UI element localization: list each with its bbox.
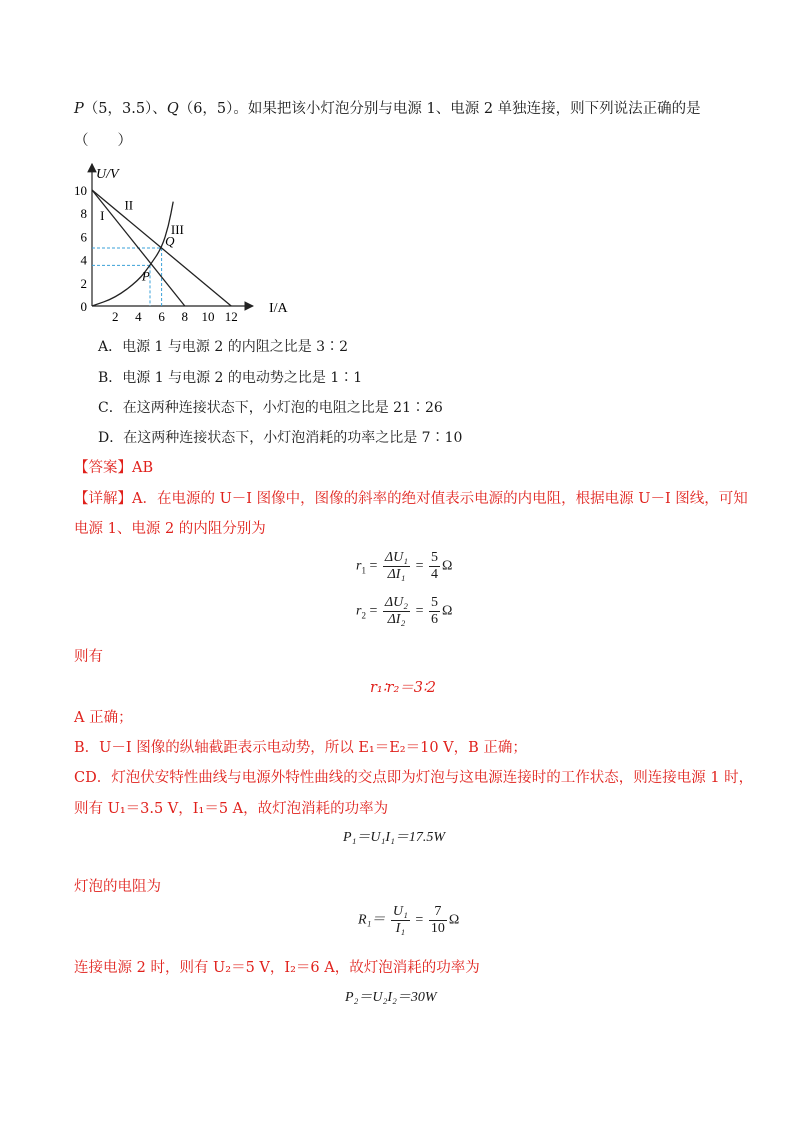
formula-p1: P₁＝U₁I₁＝17.5W bbox=[343, 830, 446, 845]
r2-den: ΔI₂ bbox=[387, 612, 406, 627]
point-q-label: Q bbox=[166, 101, 179, 117]
question-line-1 bbox=[74, 99, 701, 119]
answer bbox=[74, 458, 153, 478]
formula-r2: $r_2$ = $\frac{\text{ΔU₂}}{\text{ΔI₂}}$ = $\frac{5}{6}$ Ω bbox=[356, 595, 453, 627]
detail-label: 【详解】 bbox=[74, 491, 132, 507]
detail-bulb-r: 灯泡的电阻为 bbox=[74, 879, 161, 895]
answer-value: AB bbox=[132, 460, 154, 476]
point-p-label: P bbox=[74, 101, 84, 117]
detail-cd-line-1: CD．灯泡伏安特性曲线与电源外特性曲线的交点即为灯泡与这电源连接时的工作状态，则连接电源 1 时， bbox=[74, 770, 754, 786]
detail-a-text: A．在电源的 U－I 图像中，图像的斜率的绝对值表示电源的内电阻，根据电源 U－I 图线，可知 bbox=[132, 491, 748, 507]
R1-lhs: R₁＝ bbox=[358, 912, 386, 928]
answer-label: 【答案】 bbox=[74, 460, 132, 476]
option-c: C．在这两种连接状态下，小灯泡的电阻之比是 21∶26 bbox=[98, 400, 443, 416]
ohm-3: Ω bbox=[448, 912, 460, 928]
point-label-p: P bbox=[141, 268, 150, 284]
x-axis-label: I/A bbox=[269, 301, 288, 316]
r1-res-den: 4 bbox=[430, 567, 438, 582]
x-tick-label: 4 bbox=[135, 309, 142, 324]
R1-num: U₁ bbox=[392, 904, 408, 919]
R1-den: I₁ bbox=[395, 921, 406, 936]
y-tick-label: 8 bbox=[80, 206, 87, 222]
y-tick-label: 4 bbox=[80, 252, 87, 268]
r2-res-num: 5 bbox=[430, 595, 438, 610]
series-label-iii: III bbox=[170, 222, 184, 238]
detail-cd-line-3: 连接电源 2 时，则有 U₂＝5 V，I₂＝6 A，故灯泡消耗的功率为 bbox=[74, 960, 480, 976]
x-tick-label: 12 bbox=[224, 309, 238, 324]
r1-sub: 1 bbox=[361, 565, 366, 576]
option-d: D．在这两种连接状态下，小灯泡消耗的功率之比是 7∶10 bbox=[98, 430, 463, 446]
u-i-graph bbox=[70, 160, 310, 325]
detail-then: 则有 bbox=[74, 649, 103, 665]
formula-p2: P₂＝U₂I₂＝30W bbox=[345, 990, 437, 1005]
question-paren: （ ） bbox=[74, 133, 132, 149]
y-tick-label: 6 bbox=[80, 229, 87, 245]
point-label-q: Q bbox=[165, 233, 175, 249]
detail-a-line-1 bbox=[74, 489, 748, 509]
x-tick-label: 6 bbox=[158, 309, 165, 324]
detail-cd-line-2: 则有 U₁＝3.5 V，I₁＝5 A，故灯泡消耗的功率为 bbox=[74, 801, 389, 817]
R1-res-den: 10 bbox=[430, 921, 445, 936]
r1-den: ΔI₁ bbox=[387, 567, 406, 582]
x-tick-label: 10 bbox=[201, 309, 215, 324]
ratio-r: r₁∶r₂＝3∶2 bbox=[370, 680, 436, 696]
r2-num: ΔU₂ bbox=[384, 595, 409, 610]
r2-res-den: 6 bbox=[430, 612, 438, 627]
series-label-i: I bbox=[100, 208, 105, 224]
option-b: B．电源 1 与电源 2 的电动势之比是 1∶1 bbox=[98, 370, 363, 386]
x-tick-label: 2 bbox=[111, 309, 119, 324]
r2-sub: 2 bbox=[361, 610, 366, 621]
r2-symbol: r bbox=[356, 603, 362, 619]
point-p-coords: （5，3.5）、 bbox=[83, 101, 167, 117]
y-tick-label: 2 bbox=[80, 275, 87, 291]
ohm-1: Ω bbox=[441, 558, 453, 574]
y-tick-label: 0 bbox=[80, 299, 87, 314]
formula-R1: R₁＝ $\frac{\text{U₁}}{\text{I₁}}$ = $\frac{7}{10}$ Ω bbox=[358, 904, 460, 936]
r1-symbol: r bbox=[356, 558, 362, 574]
y-axis-label: U/V bbox=[96, 167, 119, 182]
formula-r1: $r_1$ = $\frac{\text{ΔU₁}}{\text{ΔI₁}}$ = $\frac{5}{4}$ Ω bbox=[356, 550, 453, 582]
option-a: A．电源 1 与电源 2 的内阻之比是 3∶2 bbox=[98, 339, 348, 355]
ohm-2: Ω bbox=[441, 603, 453, 619]
r1-res-num: 5 bbox=[430, 550, 438, 565]
detail-b: B．U－I 图像的纵轴截距表示电动势，所以 E₁＝E₂＝10 V，B 正确； bbox=[74, 740, 527, 756]
question-text: （6，5）。如果把该小灯泡分别与电源 1、电源 2 单独连接，则下列说法正确的是 bbox=[178, 101, 701, 117]
x-tick-label: 8 bbox=[181, 309, 189, 324]
detail-a-correct: A 正确； bbox=[74, 710, 133, 726]
R1-res-num: 7 bbox=[429, 904, 447, 921]
series-label-ii: II bbox=[124, 197, 134, 213]
detail-a-line-2: 电源 1、电源 2 的内阻分别为 bbox=[74, 521, 266, 537]
r1-num: ΔU₁ bbox=[384, 550, 409, 565]
y-tick-label: 10 bbox=[74, 183, 87, 198]
